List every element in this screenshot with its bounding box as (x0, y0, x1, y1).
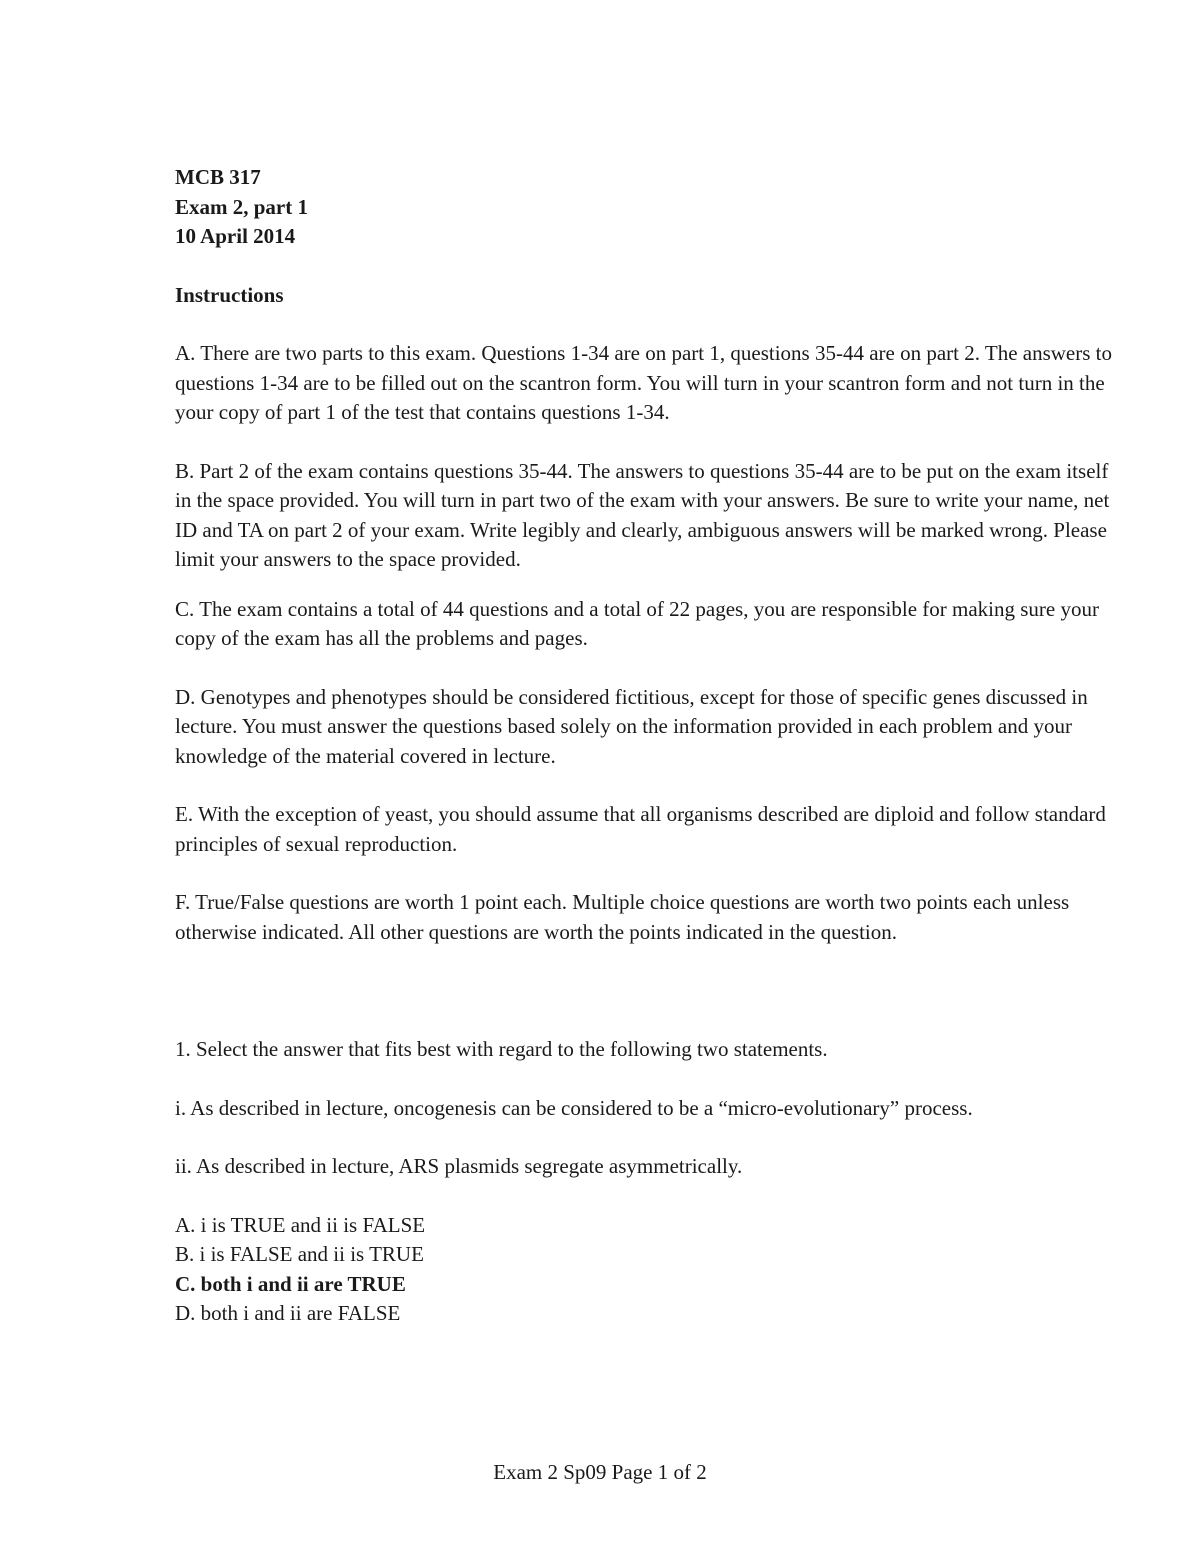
question-1-choices (175, 1211, 1125, 1329)
exam-date: 10 April 2014 (175, 224, 296, 248)
choice-c-correct: C. both i and ii are TRUE (175, 1271, 406, 1296)
instruction-f: F. True/False questions are worth 1 point each. Multiple choice questions are worth two points each unless otherwise indicated. All other questions are worth the points indicated in the question. (175, 890, 1070, 944)
instruction-e: E. With the exception of yeast, you should assume that all organisms described are diploid and follow standard principles of sexual reproduction. (175, 802, 1106, 856)
course-code: MCB 317 (175, 165, 261, 189)
exam-title: Exam 2, part 1 (175, 194, 308, 219)
page-footer: Exam 2 Sp09 Page 1 of 2 (493, 1460, 707, 1484)
instruction-c: C. The exam contains a total of 44 questions and a total of 22 pages, you are responsible for making sure your copy of the exam has all the problems and pages. (175, 596, 1099, 650)
instruction-d: D. Genotypes and phenotypes should be considered fictitious, except for those of specific genes discussed in lecture. You must answer the questions based solely on the information provided in each problem and your knowledge of the material covered in lecture. (175, 684, 1088, 768)
page-content (175, 163, 1125, 1329)
question-1-prompt: 1. Select the answer that fits best with regard to the following two statements. (175, 1037, 828, 1061)
choice-b: B. i is FALSE and ii is TRUE (175, 1242, 424, 1266)
instruction-b: B. Part 2 of the exam contains questions 35-44. The answers to questions 35-44 are to be put on the exam itself in the space provided. You will turn in part two of the exam with your answers. Be sure to write your name, net ID and TA on part 2 of your exam. Write legibly and clearly, ambiguous answers will be marked wrong. Please limit your answers to the space provided. (175, 458, 1110, 571)
question-1-statement-i: i. As described in lecture, oncogenesis can be considered to be a “micro-evolutionary” process. (175, 1095, 973, 1120)
instructions-heading: Instructions (175, 282, 284, 307)
question-1-statement-ii: ii. As described in lecture, ARS plasmids segregate asymmetrically. (175, 1154, 743, 1178)
choice-a: A. i is TRUE and ii is FALSE (175, 1212, 426, 1237)
instruction-a: A. There are two parts to this exam. Questions 1-34 are on part 1, questions 35-44 are on part 2. The answers to questions 1-34 are to be filled out on the scantron form. You will turn in your scantron form and not turn in the your copy of part 1 of the test that contains questions 1-34. (175, 341, 1112, 424)
choice-d: D. both i and ii are FALSE (175, 1301, 401, 1325)
